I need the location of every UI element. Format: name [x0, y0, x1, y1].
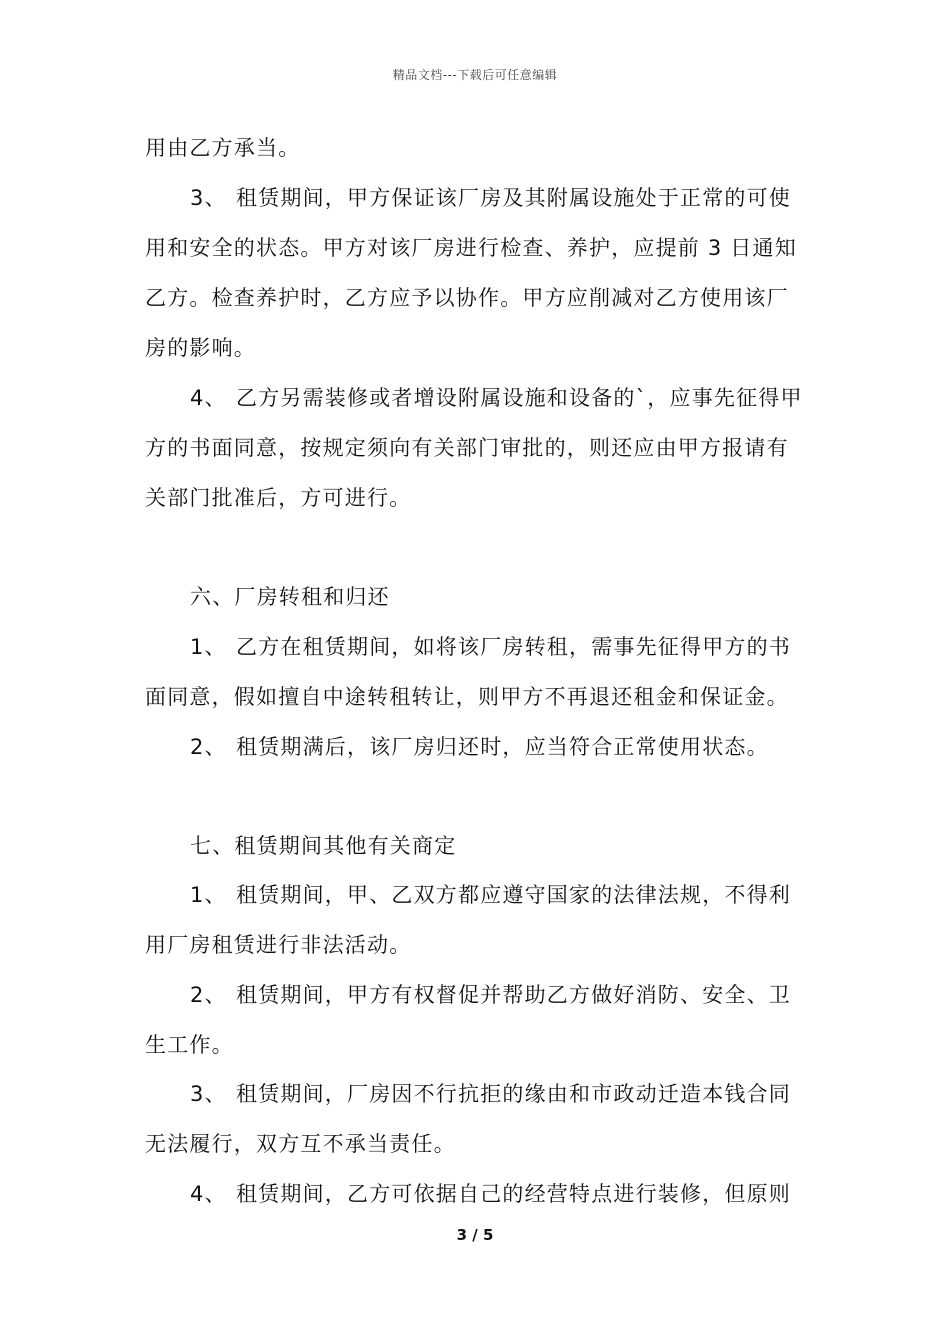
numbered-item-line: 4、 乙方另需装修或者增设附属设施和设备的`，应事先征得甲: [190, 386, 803, 410]
page-header: 精品文档---下载后可任意编辑: [392, 68, 558, 82]
numbered-item-line: 1、 乙方在租赁期间，如将该厂房转租，需事先征得甲方的书: [190, 635, 791, 659]
item-number: 3、: [190, 186, 227, 210]
item-number: 2、: [190, 983, 227, 1007]
paragraph-line: 乙方。检查养护时，乙方应予以协作。甲方应削减对乙方使用该厂: [145, 286, 789, 310]
item-number: 1、: [190, 883, 227, 907]
paragraph-line: 无法履行，双方互不承当责任。: [145, 1132, 456, 1156]
numbered-item-line: 3、 租赁期间，甲方保证该厂房及其附属设施处于正常的可使: [190, 186, 791, 210]
paragraph-line: 面同意，假如擅自中途转租转让，则甲方不再退还租金和保证金。: [145, 685, 789, 709]
item-number: 3、: [190, 1082, 227, 1106]
paragraph-line: 房的影响。: [145, 336, 256, 360]
page-number: 3 / 5: [456, 1226, 494, 1244]
numbered-item-line: 4、 租赁期间，乙方可依据自己的经营特点进行装修，但原则: [190, 1182, 791, 1206]
item-number: 4、: [190, 386, 227, 410]
numbered-item-line: 1、 租赁期间，甲、乙双方都应遵守国家的法律法规，不得利: [190, 883, 791, 907]
numbered-item-line: 2、 租赁期间，甲方有权督促并帮助乙方做好消防、安全、卫: [190, 983, 791, 1007]
section-heading: 七、租赁期间其他有关商定: [190, 834, 457, 858]
item-number: 2、: [190, 735, 227, 759]
paragraph-line: 关部门批准后，方可进行。: [145, 486, 412, 510]
paragraph-line: 用由乙方承当。: [145, 136, 301, 160]
section-heading: 六、厂房转租和归还: [190, 585, 390, 609]
paragraph-line: 用厂房租赁进行非法活动。: [145, 933, 412, 957]
numbered-item-line: 2、 租赁期满后，该厂房归还时，应当符合正常使用状态。: [190, 735, 769, 759]
paragraph-line: 方的书面同意，按规定须向有关部门审批的，则还应由甲方报请有: [145, 436, 789, 460]
item-number: 4、: [190, 1182, 227, 1206]
paragraph-line: 生工作。: [145, 1033, 234, 1057]
item-number: 1、: [190, 635, 227, 659]
numbered-item-line: 3、 租赁期间，厂房因不行抗拒的缘由和市政动迁造本钱合同: [190, 1082, 791, 1106]
paragraph-line: 用和安全的状态。甲方对该厂房进行检查、养护，应提前 3 日通知: [145, 236, 797, 260]
